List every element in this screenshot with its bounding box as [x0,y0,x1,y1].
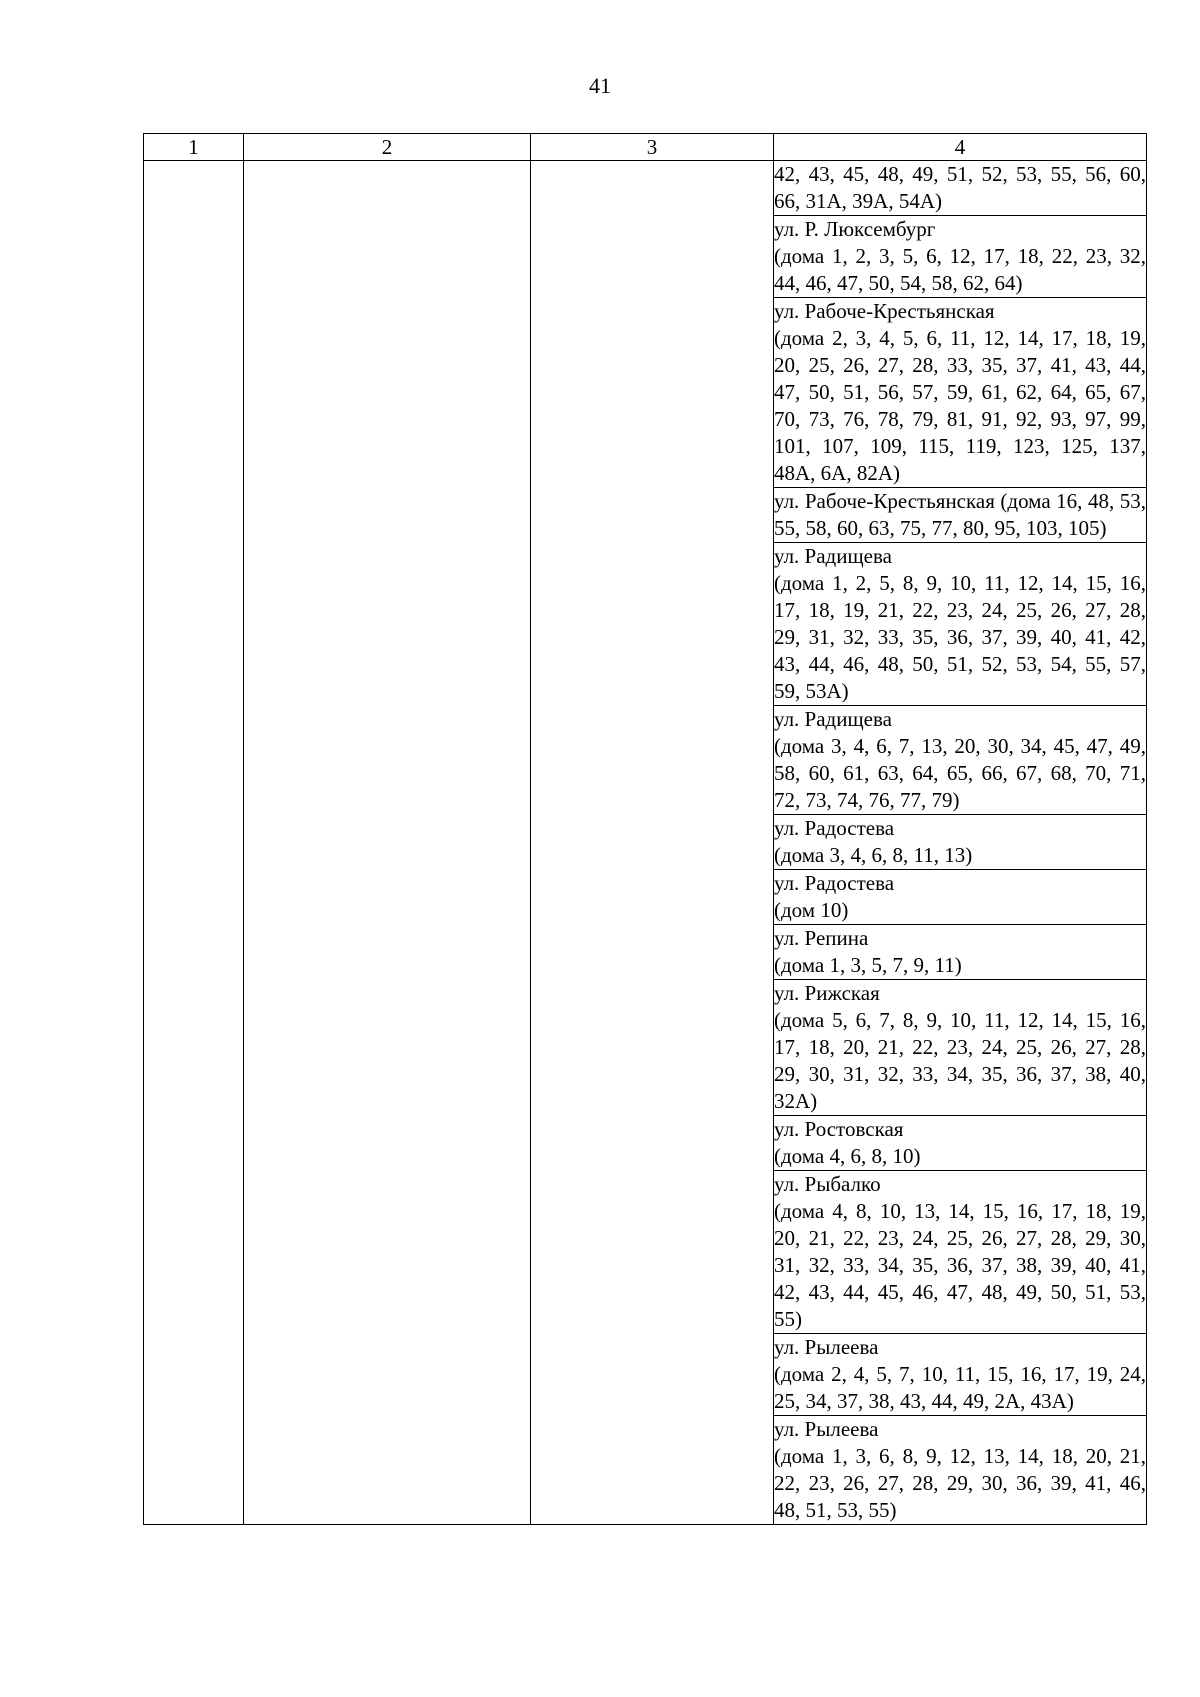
street-name: ул. Радостева [774,871,895,895]
address-cell [774,1171,1147,1334]
page-number: 41 [589,73,611,98]
house-numbers: (дома 2, 4, 5, 7, 10, 11, 15, 16, 17, 19, 24, 25, 34, 37, 38, 43, 44, 49, 2А, 43А) [774,1362,1146,1413]
house-numbers: (дома 5, 6, 7, 8, 9, 10, 11, 12, 14, 15, 16, 17, 18, 20, 21, 22, 23, 24, 25, 26, 27, 28, 29, 30, 31, 32, 33, 34, 35, 36, 37, 38, 40, 32А) [774,1008,1146,1113]
address-cell [774,815,1147,870]
address-cell [774,1334,1147,1416]
street-name: ул. Рылеева [774,1335,879,1359]
street-name: ул. Репина [774,926,869,950]
header-row [144,134,1147,161]
house-numbers: (дома 2, 3, 4, 5, 6, 11, 12, 14, 17, 18, 19, 20, 25, 26, 27, 28, 33, 35, 37, 41, 43, 44, 47, 50, 51, 56, 57, 59, 61, 62, 64, 65, 67, 70, 73, 76, 78, 79, 81, 91, 92, 93, 97, 99, 101, 107, 109, 115, 119, 123, 125, 137, 48А, 6А, 82А) [774,326,1146,485]
address-cell [774,488,1147,543]
address-cell [774,925,1147,980]
house-numbers: (дома 1, 3, 6, 8, 9, 12, 13, 14, 18, 20, 21, 22, 23, 26, 27, 28, 29, 30, 36, 39, 41, 46, 48, 51, 53, 55) [774,1444,1146,1522]
column-1-cell [144,161,244,1525]
address-cell [774,1116,1147,1171]
street-name: ул. Р. Люксембург [774,217,936,241]
house-numbers: 42, 43, 45, 48, 49, 51, 52, 53, 55, 56, 60, 66, 31А, 39А, 54А) [774,162,1146,213]
column-header-4: 4 [774,134,1147,161]
table-body [144,161,1147,1525]
street-name: ул. Рижская [774,981,880,1005]
column-header-1: 1 [144,134,244,161]
street-name: ул. Радищева [774,707,892,731]
house-numbers: (дома 4, 6, 8, 10) [774,1144,921,1168]
house-numbers: (дома 3, 4, 6, 7, 13, 20, 30, 34, 45, 47, 49, 58, 60, 61, 63, 64, 65, 66, 67, 68, 70, 71, 72, 73, 74, 76, 77, 79) [774,734,1146,812]
column-header-3: 3 [531,134,774,161]
table-header [144,134,1147,161]
street-name: ул. Рыбалко [774,1172,881,1196]
house-numbers: (дома 4, 8, 10, 13, 14, 15, 16, 17, 18, 19, 20, 21, 22, 23, 24, 25, 26, 27, 28, 29, 30, 31, 32, 33, 34, 35, 36, 37, 38, 39, 40, 41, 42, 43, 44, 45, 46, 47, 48, 49, 50, 51, 53, 55) [774,1199,1146,1331]
address-cell [774,216,1147,298]
house-numbers: (дома 1, 2, 3, 5, 6, 12, 17, 18, 22, 23, 32, 44, 46, 47, 50, 54, 58, 62, 64) [774,244,1146,295]
address-cell [774,980,1147,1116]
table-row [144,161,1147,216]
address-cell [774,1416,1147,1525]
street-name: ул. Ростовская [774,1117,904,1141]
address-cell [774,161,1147,216]
column-3-cell [531,161,774,1525]
house-numbers: (дома 3, 4, 6, 8, 11, 13) [774,843,973,867]
address-cell [774,298,1147,488]
house-numbers: (дом 10) [774,898,849,922]
street-name: ул. Рабоче-Крестьянская (дома 16, 48, 53, 55, 58, 60, 63, 75, 77, 80, 95, 103, 105) [774,489,1146,540]
column-header-2: 2 [244,134,531,161]
address-cell [774,706,1147,815]
address-cell [774,870,1147,925]
column-2-cell [244,161,531,1525]
street-name: ул. Рылеева [774,1417,879,1441]
house-numbers: (дома 1, 3, 5, 7, 9, 11) [774,953,962,977]
house-numbers: (дома 1, 2, 5, 8, 9, 10, 11, 12, 14, 15, 16, 17, 18, 19, 21, 22, 23, 24, 25, 26, 27, 28, 29, 31, 32, 33, 35, 36, 37, 39, 40, 41, 42, 43, 44, 46, 48, 50, 51, 52, 53, 54, 55, 57, 59, 53А) [774,571,1146,703]
address-cell [774,543,1147,706]
street-name: ул. Рабоче-Крестьянская [774,299,995,323]
street-name: ул. Радищева [774,544,892,568]
street-name: ул. Радостева [774,816,895,840]
address-table [143,133,1147,1525]
